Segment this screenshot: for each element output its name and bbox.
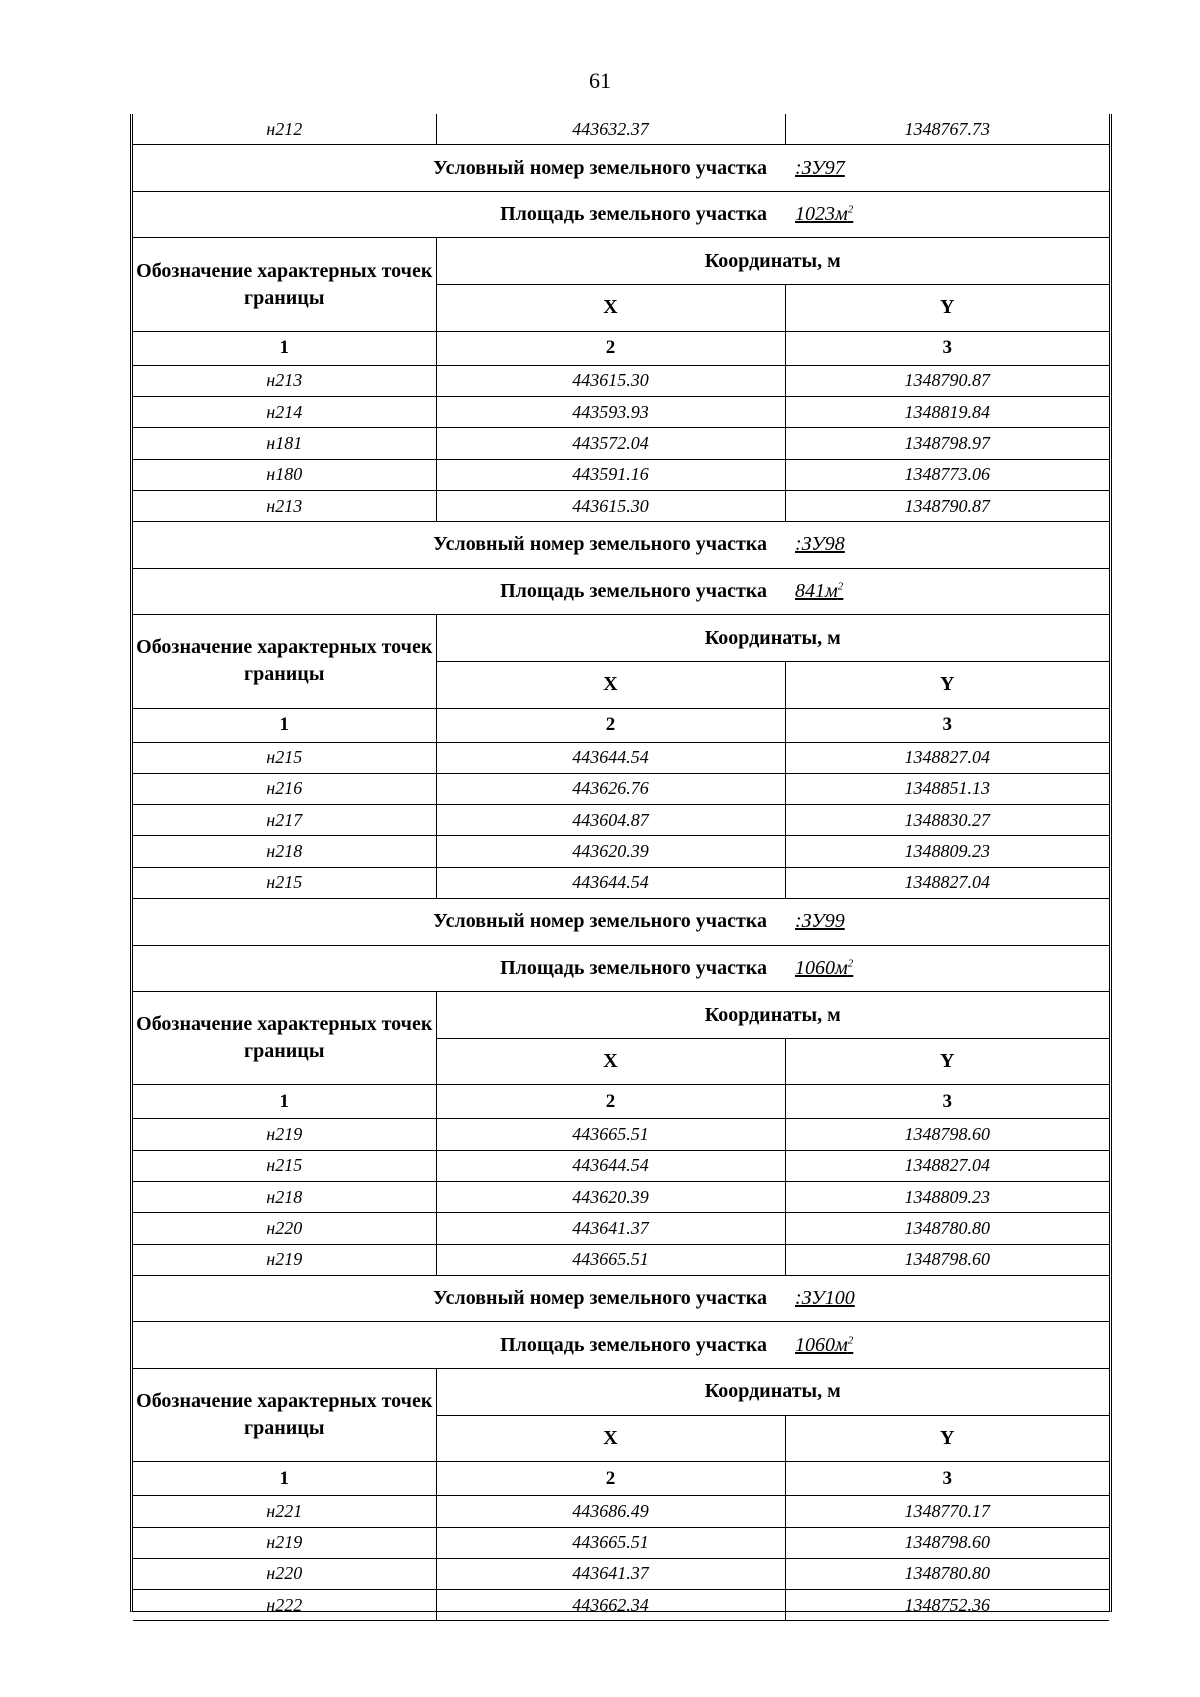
x-coordinate-cell: 443591.16 <box>436 459 785 490</box>
column-index-1: 1 <box>133 1085 436 1119</box>
area-unit-superscript: 2 <box>847 1334 854 1347</box>
coordinates-table-body <box>133 114 1109 1621</box>
column-index-2: 2 <box>436 331 785 365</box>
table-row <box>133 1496 1109 1527</box>
point-name-cell: н180 <box>133 459 436 490</box>
y-column-header: Y <box>785 285 1109 332</box>
area-unit-superscript: 2 <box>847 957 854 970</box>
plot-area-value <box>785 1322 1109 1369</box>
y-coordinate-cell: 1348780.80 <box>785 1558 1109 1589</box>
y-coordinate-cell: 1348827.04 <box>785 867 1109 898</box>
column-index-row <box>133 1085 1109 1119</box>
coordinates-table-wrapper <box>130 114 1112 1615</box>
x-coordinate-cell: 443665.51 <box>436 1527 785 1558</box>
x-coordinate-cell: 443626.76 <box>436 773 785 804</box>
y-coordinate-cell: 1348773.06 <box>785 459 1109 490</box>
plot-area-label: Площадь земельного участка <box>133 191 785 238</box>
x-coordinate-cell: 443644.54 <box>436 742 785 773</box>
coordinates-header: Координаты, м <box>436 1369 1109 1416</box>
points-header: Обозначение характерных точек границы <box>133 992 436 1085</box>
column-index-row <box>133 708 1109 742</box>
plot-area-row <box>133 945 1109 992</box>
coordinates-header-row <box>133 1369 1109 1416</box>
table-row <box>133 1558 1109 1589</box>
y-coordinate-cell: 1348827.04 <box>785 1150 1109 1181</box>
point-name-cell: н214 <box>133 396 436 427</box>
plot-area-value <box>785 945 1109 992</box>
plot-number-value: :ЗУ98 <box>785 522 1109 569</box>
x-column-header: X <box>436 661 785 708</box>
x-coordinate-cell: 443662.34 <box>436 1590 785 1621</box>
plot-area-label: Площадь земельного участка <box>133 568 785 615</box>
x-coordinate-cell: 443665.51 <box>436 1119 785 1150</box>
point-name-cell: н217 <box>133 805 436 836</box>
point-name-cell: н181 <box>133 428 436 459</box>
column-index-1: 1 <box>133 331 436 365</box>
y-coordinate-cell: 1348827.04 <box>785 742 1109 773</box>
y-coordinate-cell: 1348790.87 <box>785 490 1109 521</box>
point-name-cell: н216 <box>133 773 436 804</box>
plot-area-text: 841м <box>795 580 838 603</box>
x-coordinate-cell: 443641.37 <box>436 1558 785 1589</box>
coordinates-header-row <box>133 615 1109 662</box>
y-coordinate-cell: 1348819.84 <box>785 396 1109 427</box>
column-index-3: 3 <box>785 331 1109 365</box>
x-column-header: X <box>436 1415 785 1462</box>
point-name-cell: н221 <box>133 1496 436 1527</box>
coordinates-table <box>133 114 1109 1621</box>
x-column-header: X <box>436 1038 785 1085</box>
y-coordinate-cell: 1348798.60 <box>785 1527 1109 1558</box>
table-row <box>133 1150 1109 1181</box>
table-row <box>133 836 1109 867</box>
y-coordinate-cell: 1348809.23 <box>785 1181 1109 1212</box>
table-row <box>133 742 1109 773</box>
page-number: 61 <box>589 68 611 93</box>
area-unit-superscript: 2 <box>837 580 844 593</box>
x-coordinate-cell: 443593.93 <box>436 396 785 427</box>
plot-number-label: Условный номер земельного участка <box>133 522 785 569</box>
table-row <box>133 365 1109 396</box>
point-name-cell: н219 <box>133 1527 436 1558</box>
table-row <box>133 805 1109 836</box>
x-coordinate-cell: 443615.30 <box>436 490 785 521</box>
column-index-row <box>133 331 1109 365</box>
coordinates-header: Координаты, м <box>436 238 1109 285</box>
plot-area-text: 1023м <box>795 203 848 226</box>
plot-number-label: Условный номер земельного участка <box>133 1275 785 1322</box>
plot-number-row <box>133 1275 1109 1322</box>
table-row <box>133 428 1109 459</box>
x-coordinate-cell: 443665.51 <box>436 1244 785 1275</box>
plot-area-value <box>785 191 1109 238</box>
coordinates-header: Координаты, м <box>436 992 1109 1039</box>
plot-area-text: 1060м <box>795 1333 848 1356</box>
plot-area-row <box>133 568 1109 615</box>
y-coordinate-cell: 1348809.23 <box>785 836 1109 867</box>
coordinates-header-row <box>133 992 1109 1039</box>
x-coordinate-cell: 443632.37 <box>436 114 785 145</box>
x-coordinate-cell: 443686.49 <box>436 1496 785 1527</box>
column-index-2: 2 <box>436 708 785 742</box>
plot-area-text: 1060м <box>795 956 848 979</box>
point-name-cell: н219 <box>133 1244 436 1275</box>
table-row <box>133 1590 1109 1621</box>
coordinates-header-row <box>133 238 1109 285</box>
area-unit-superscript: 2 <box>847 203 854 216</box>
point-name-cell: н218 <box>133 836 436 867</box>
y-coordinate-cell: 1348851.13 <box>785 773 1109 804</box>
x-coordinate-cell: 443644.54 <box>436 1150 785 1181</box>
y-coordinate-cell: 1348830.27 <box>785 805 1109 836</box>
plot-area-label: Площадь земельного участка <box>133 1322 785 1369</box>
column-index-1: 1 <box>133 1462 436 1496</box>
point-name-cell: н220 <box>133 1558 436 1589</box>
table-row <box>133 1119 1109 1150</box>
table-row <box>133 490 1109 521</box>
plot-area-row <box>133 1322 1109 1369</box>
column-index-2: 2 <box>436 1085 785 1119</box>
column-index-2: 2 <box>436 1462 785 1496</box>
x-coordinate-cell: 443620.39 <box>436 1181 785 1212</box>
coordinates-header: Координаты, м <box>436 615 1109 662</box>
points-header: Обозначение характерных точек границы <box>133 1369 436 1462</box>
point-name-cell: н215 <box>133 742 436 773</box>
column-index-3: 3 <box>785 1462 1109 1496</box>
table-row <box>133 773 1109 804</box>
y-column-header: Y <box>785 661 1109 708</box>
plot-number-row <box>133 145 1109 192</box>
point-name-cell: н218 <box>133 1181 436 1212</box>
y-coordinate-cell: 1348798.60 <box>785 1119 1109 1150</box>
table-row <box>133 1244 1109 1275</box>
table-row <box>133 396 1109 427</box>
table-row <box>133 459 1109 490</box>
y-column-header: Y <box>785 1415 1109 1462</box>
x-coordinate-cell: 443620.39 <box>436 836 785 867</box>
plot-number-row <box>133 899 1109 946</box>
plot-number-value: :ЗУ100 <box>785 1275 1109 1322</box>
y-coordinate-cell: 1348798.60 <box>785 1244 1109 1275</box>
point-name-cell: н212 <box>133 114 436 145</box>
point-name-cell: н215 <box>133 1150 436 1181</box>
column-index-3: 3 <box>785 708 1109 742</box>
plot-area-value <box>785 568 1109 615</box>
table-row <box>133 1181 1109 1212</box>
x-coordinate-cell: 443644.54 <box>436 867 785 898</box>
point-name-cell: н213 <box>133 490 436 521</box>
plot-area-row <box>133 191 1109 238</box>
column-index-1: 1 <box>133 708 436 742</box>
point-name-cell: н213 <box>133 365 436 396</box>
plot-number-label: Условный номер земельного участка <box>133 899 785 946</box>
table-row <box>133 1213 1109 1244</box>
point-name-cell: н222 <box>133 1590 436 1621</box>
points-header: Обозначение характерных точек границы <box>133 615 436 708</box>
column-index-row <box>133 1462 1109 1496</box>
plot-number-label: Условный номер земельного участка <box>133 145 785 192</box>
x-coordinate-cell: 443604.87 <box>436 805 785 836</box>
y-column-header: Y <box>785 1038 1109 1085</box>
points-header: Обозначение характерных точек границы <box>133 238 436 331</box>
plot-number-value: :ЗУ99 <box>785 899 1109 946</box>
y-coordinate-cell: 1348790.87 <box>785 365 1109 396</box>
plot-area-label: Площадь земельного участка <box>133 945 785 992</box>
column-index-3: 3 <box>785 1085 1109 1119</box>
table-row <box>133 867 1109 898</box>
table-row <box>133 1527 1109 1558</box>
x-coordinate-cell: 443641.37 <box>436 1213 785 1244</box>
y-coordinate-cell: 1348780.80 <box>785 1213 1109 1244</box>
x-coordinate-cell: 443572.04 <box>436 428 785 459</box>
point-name-cell: н215 <box>133 867 436 898</box>
point-name-cell: н219 <box>133 1119 436 1150</box>
x-column-header: X <box>436 285 785 332</box>
point-name-cell: н220 <box>133 1213 436 1244</box>
y-coordinate-cell: 1348798.97 <box>785 428 1109 459</box>
x-coordinate-cell: 443615.30 <box>436 365 785 396</box>
y-coordinate-cell: 1348770.17 <box>785 1496 1109 1527</box>
plot-number-value: :ЗУ97 <box>785 145 1109 192</box>
y-coordinate-cell: 1348767.73 <box>785 114 1109 145</box>
y-coordinate-cell: 1348752.36 <box>785 1590 1109 1621</box>
table-row <box>133 114 1109 145</box>
plot-number-row <box>133 522 1109 569</box>
